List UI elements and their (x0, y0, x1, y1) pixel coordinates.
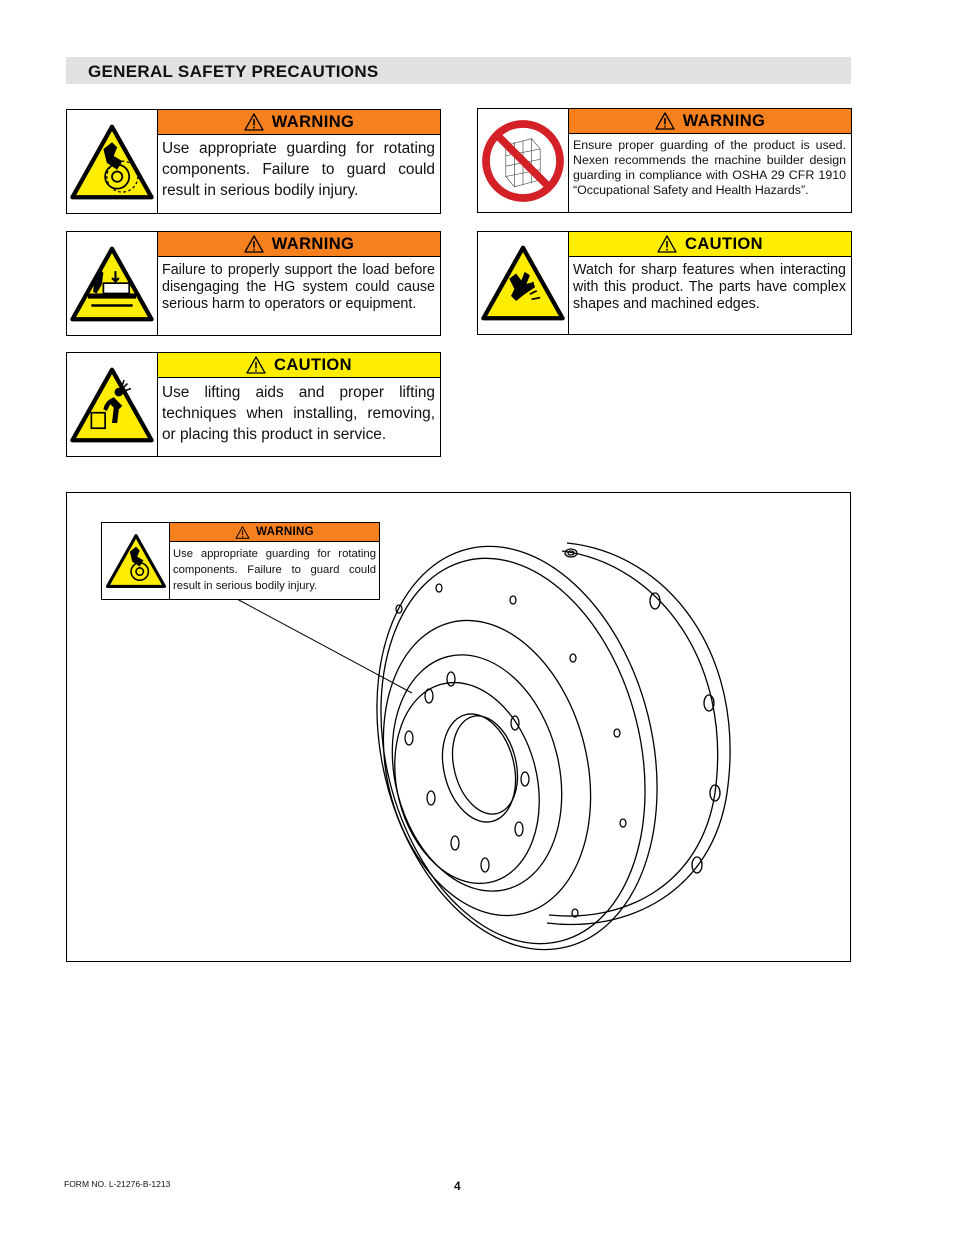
warning-header-label: WARNING (682, 111, 766, 130)
warning-header-label: WARNING (271, 234, 355, 253)
warning-header (170, 523, 379, 542)
lifting-hazard-icon (67, 353, 158, 456)
rotating-hazard-icon (67, 110, 158, 213)
caution-box-sharp (477, 231, 852, 335)
warning-header (158, 110, 440, 135)
crush-hazard-icon (67, 232, 158, 335)
caution-text: Use lifting aids and proper lifting techniques when installing, removing, or placing this product in service. (162, 384, 435, 443)
warning-header (569, 109, 851, 134)
caution-header-label: CAUTION (274, 355, 352, 374)
caution-header-label: CAUTION (685, 234, 763, 253)
caution-header (158, 353, 440, 378)
section-header-bar (66, 57, 851, 84)
alert-triangle-icon (246, 356, 266, 374)
alert-triangle-icon (657, 235, 677, 253)
warning-header-label: WARNING (271, 112, 355, 131)
form-number: FORM NO. L-21276-B-1213 (64, 1179, 171, 1189)
section-title: GENERAL SAFETY PRECAUTIONS (88, 62, 379, 81)
warning-header-label: WARNING (256, 526, 314, 538)
warning-text: Failure to properly support the load before disengaging the HG system could cause serious harm to operators or equipment. (162, 262, 435, 312)
alert-triangle-icon (244, 235, 264, 253)
page-number: 4 (454, 1179, 461, 1193)
figure-warning-label (101, 522, 380, 600)
warning-text: Use appropriate guarding for rotating components. Failure to guard could result in serious bodily injury. (173, 548, 376, 592)
warning-text: Use appropriate guarding for rotating components. Failure to guard could result in serious bodily injury. (162, 140, 435, 199)
sharp-edge-hazard-icon (478, 232, 569, 334)
caution-box-lifting (66, 352, 441, 457)
warning-box-guarding (477, 108, 852, 213)
no-unguarded-operation-icon (478, 109, 569, 212)
warning-header (158, 232, 440, 257)
warning-box-support (66, 231, 441, 336)
alert-triangle-icon (655, 112, 675, 130)
alert-triangle-icon (235, 526, 250, 539)
alert-triangle-icon (244, 113, 264, 131)
caution-text: Watch for sharp features when interacting with this product. The parts have complex shapes and machined edges. (573, 262, 846, 312)
warning-box-rotating (66, 109, 441, 214)
caution-header (569, 232, 851, 257)
rotating-hazard-icon (102, 523, 170, 599)
warning-text: Ensure proper guarding of the product is used. Nexen recommends the machine builder design guarding in compliance with OSHA 29 CFR 1910 “Occupational Safety and Health Hazards”. (573, 138, 846, 197)
